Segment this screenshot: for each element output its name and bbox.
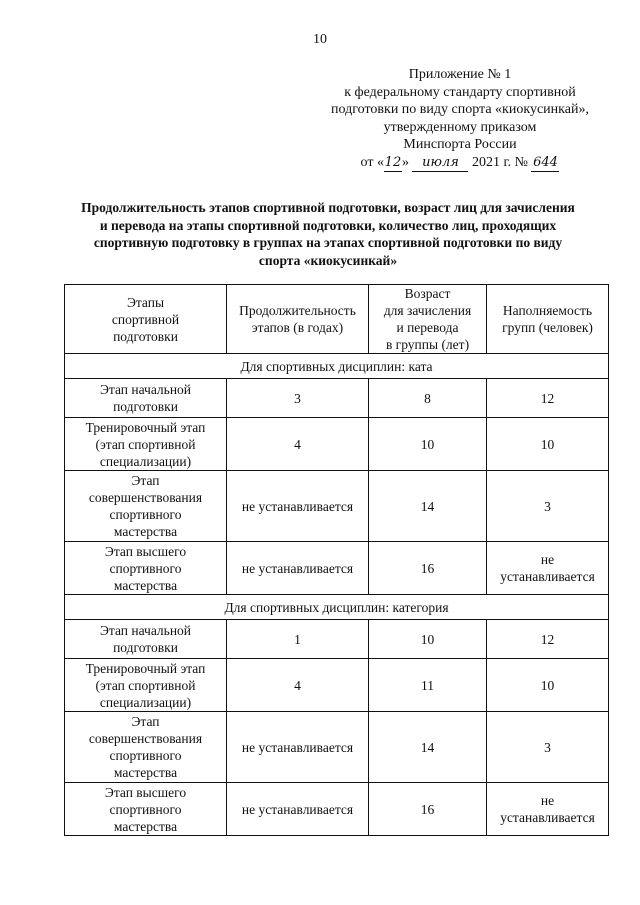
cell-line: для зачисления <box>383 303 472 318</box>
header-duration <box>227 285 369 354</box>
table-row <box>65 620 609 659</box>
cell-line: Этап высшего <box>104 784 187 800</box>
cell-line: Этап начальной <box>99 382 192 397</box>
order-date-line <box>310 154 610 173</box>
table-row <box>65 542 609 595</box>
cell-line: Наполняемость <box>502 303 593 318</box>
stage-cell <box>65 659 227 712</box>
cell-line: (этап спортивной <box>95 677 196 693</box>
cell-line: Тренировочный этап <box>85 419 206 435</box>
stage-cell <box>65 712 227 783</box>
header-stages <box>65 285 227 354</box>
stages-table <box>64 284 609 836</box>
cell-line: спортивного <box>109 801 182 817</box>
cell-line: Этап высшего <box>104 543 187 559</box>
appendix-line: Приложение № 1 <box>408 67 512 82</box>
age-cell: 10 <box>369 620 487 659</box>
section-row <box>65 595 609 620</box>
duration-cell: не устанавливается <box>227 471 369 542</box>
cell-line: спортивного <box>109 507 182 522</box>
stage-cell <box>65 418 227 471</box>
appendix-line: подготовки по виду спорта «киокусинкай», <box>331 102 589 117</box>
duration-cell: 1 <box>227 620 369 659</box>
table-row <box>65 659 609 712</box>
cell-line: спортивного <box>109 748 182 763</box>
handwritten-day: 12 <box>384 154 402 173</box>
group-size-cell <box>487 379 609 418</box>
section-title: Для спортивных дисциплин: ката <box>65 354 609 379</box>
cell-line: подготовки <box>113 328 178 344</box>
cell-line: и перевода <box>396 320 459 335</box>
group-size-cell <box>487 783 609 836</box>
cell-line: мастерства <box>113 818 178 834</box>
cell-line: Тренировочный этап <box>85 660 206 676</box>
group-size-cell <box>487 418 609 471</box>
cell-line: 10 <box>540 677 555 693</box>
age-cell: 10 <box>369 418 487 471</box>
date-mid: » <box>401 154 409 170</box>
cell-line: Этап начальной <box>99 623 192 638</box>
stage-cell <box>65 620 227 659</box>
cell-line: мастерства <box>113 577 178 593</box>
cell-line: этапов (в годах) <box>251 320 344 335</box>
duration-cell: не устанавливается <box>227 542 369 595</box>
cell-line: Этап <box>131 473 160 488</box>
table-row <box>65 379 609 418</box>
group-size-cell <box>487 712 609 783</box>
age-cell: 16 <box>369 783 487 836</box>
cell-line: 10 <box>540 436 555 452</box>
header-group-size <box>487 285 609 354</box>
cell-line: подготовки <box>113 399 178 414</box>
cell-line: (этап спортивной <box>95 436 196 452</box>
stage-cell <box>65 471 227 542</box>
cell-line: мастерства <box>113 765 178 780</box>
cell-line: подготовки <box>113 640 178 655</box>
stage-cell <box>65 783 227 836</box>
cell-line: специализации) <box>99 453 192 469</box>
age-cell: 11 <box>369 659 487 712</box>
cell-line: мастерства <box>113 524 178 539</box>
cell-line: спортивной <box>111 311 180 327</box>
cell-line: 12 <box>540 631 555 647</box>
age-cell: 14 <box>369 471 487 542</box>
cell-line: совершенствования <box>88 731 203 746</box>
cell-line: не <box>540 793 555 808</box>
cell-line: не <box>540 552 555 567</box>
age-cell: 14 <box>369 712 487 783</box>
group-size-cell <box>487 542 609 595</box>
cell-line: 12 <box>540 390 555 406</box>
table-row <box>65 418 609 471</box>
age-cell: 8 <box>369 379 487 418</box>
cell-line: Возраст <box>404 286 451 301</box>
duration-cell: 4 <box>227 418 369 471</box>
table-row <box>65 471 609 542</box>
section-title: Для спортивных дисциплин: категория <box>65 595 609 620</box>
date-prefix: от « <box>360 154 384 170</box>
cell-line: устанавливается <box>500 810 595 825</box>
duration-cell: не устанавливается <box>227 712 369 783</box>
document-title: Продолжительность этапов спортивной подготовки, возраст лиц для зачисления и перевода на этапы спортивной подготовки, количество лиц, проходящих спортивную подготовку в группах на этапах спортивной подготовки по виду спорта «киокусинкай» <box>81 200 575 268</box>
duration-cell: не устанавливается <box>227 783 369 836</box>
section-row <box>65 354 609 379</box>
cell-line: Продолжительность <box>239 303 356 318</box>
stage-cell <box>65 542 227 595</box>
group-size-cell <box>487 659 609 712</box>
stage-cell <box>65 379 227 418</box>
header-age <box>369 285 487 354</box>
group-size-cell <box>487 471 609 542</box>
date-year: 2021 г. № <box>471 154 528 170</box>
duration-cell: 3 <box>227 379 369 418</box>
table-header-row <box>65 285 609 354</box>
cell-line: в группы (лет) <box>385 337 470 352</box>
page-number: 10 <box>313 32 327 47</box>
cell-line: Этап <box>131 714 160 729</box>
cell-line: 3 <box>544 498 551 514</box>
handwritten-month: июля <box>412 154 468 173</box>
appendix-line: утвержденному приказом <box>383 119 537 135</box>
table-row <box>65 783 609 836</box>
appendix-line: Минспорта России <box>403 137 517 152</box>
group-size-cell <box>487 620 609 659</box>
cell-line: спортивного <box>109 560 182 576</box>
appendix-block <box>310 66 610 172</box>
cell-line: устанавливается <box>500 569 595 584</box>
table-row <box>65 712 609 783</box>
table-body <box>65 354 609 836</box>
duration-cell: 4 <box>227 659 369 712</box>
cell-line: Этапы <box>126 294 165 310</box>
cell-line: 3 <box>544 739 551 755</box>
age-cell: 16 <box>369 542 487 595</box>
appendix-line: к федеральному стандарту спортивной <box>344 84 576 100</box>
handwritten-order-number: 644 <box>531 154 559 173</box>
cell-line: совершенствования <box>88 490 203 505</box>
cell-line: специализации) <box>99 694 192 710</box>
cell-line: групп (человек) <box>502 320 593 335</box>
